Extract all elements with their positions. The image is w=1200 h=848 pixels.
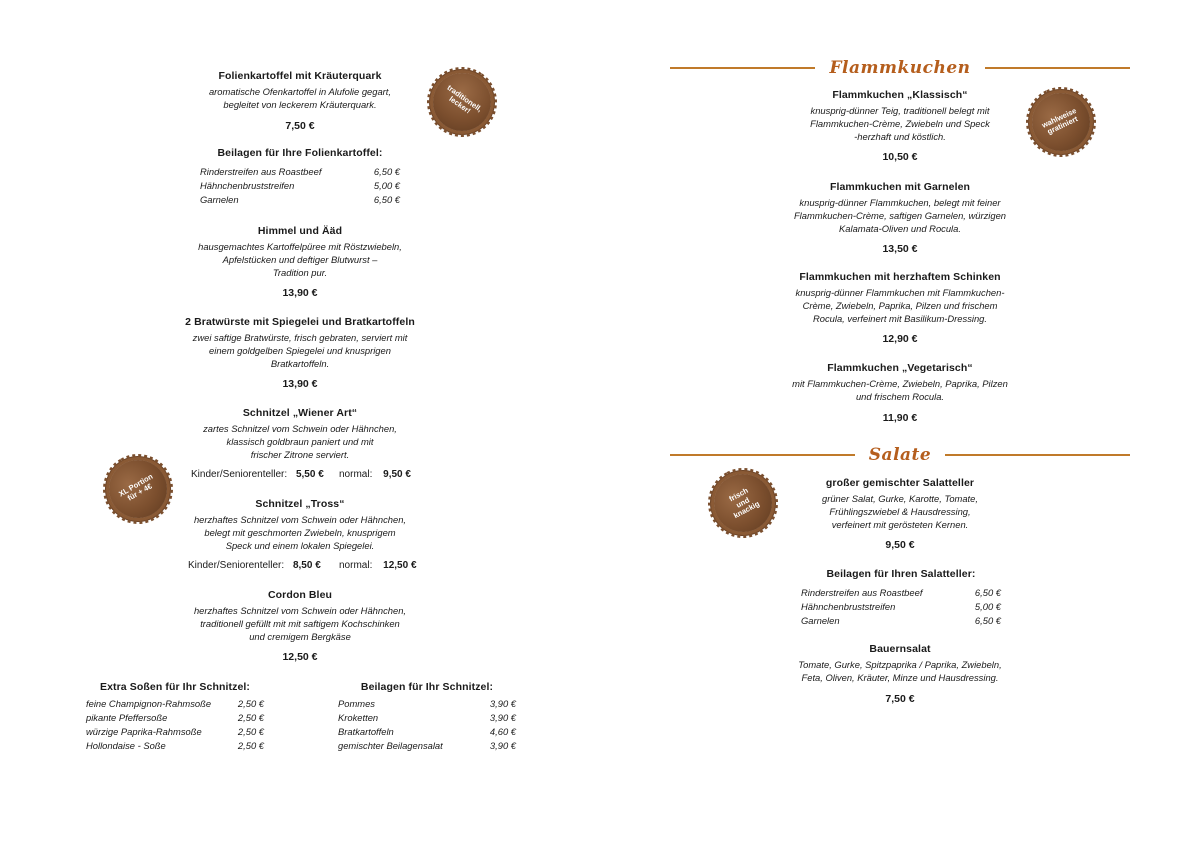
menu-item-flammkuchen-klassisch bbox=[770, 89, 1030, 163]
divider bbox=[985, 67, 1130, 69]
section-heading-salate bbox=[670, 445, 1130, 465]
list-item: Kroketten 3,90 € bbox=[338, 712, 516, 723]
item-description: zartes Schnitzel vom Schwein oder Hähnchen, klassisch goldbraun paniert und mit frischer Zitrone serviert. bbox=[203, 423, 397, 460]
menu-item-bauernsalat bbox=[770, 643, 1030, 705]
section-title: Flammkuchen bbox=[829, 58, 971, 78]
item-price: 11,90 € bbox=[882, 411, 918, 424]
menu-item-schnitzel-wiener-art bbox=[180, 407, 420, 461]
sides-list bbox=[200, 165, 400, 207]
item-price: 13,50 € bbox=[882, 243, 918, 256]
normal-price: 12,50 € bbox=[383, 560, 417, 571]
sides-list bbox=[86, 697, 264, 753]
item-title: großer gemischter Salatteller bbox=[825, 477, 975, 489]
item-title: Cordon Bleu bbox=[267, 589, 333, 601]
menu-item-bratwuerste bbox=[165, 316, 435, 390]
item-title: Himmel und Ääd bbox=[257, 225, 343, 237]
badge-text: XL Portion für + 4€ bbox=[116, 471, 155, 503]
item-price: 13,90 € bbox=[282, 378, 318, 391]
list-item: Pommes 3,90 € bbox=[338, 698, 516, 709]
list-item: gemischter Beilagensalat 3,90 € bbox=[338, 740, 516, 751]
menu-item-folienkartoffel bbox=[180, 70, 420, 132]
list-item: Hähnchenbruststreifen 5,00 € bbox=[801, 601, 1001, 612]
sides-list bbox=[801, 586, 1001, 628]
sides-title: Beilagen für Ihren Salatteller: bbox=[826, 568, 976, 580]
price-line-tross bbox=[188, 560, 321, 571]
list-item: Garnelen 6,50 € bbox=[801, 615, 1001, 626]
bottle-cap-badge-xl-portion bbox=[98, 449, 177, 528]
kids-price: 5,50 € bbox=[295, 469, 324, 480]
item-description: knusprig-dünner Teig, traditionell belegt mit Flammkuchen-Crème, Zwiebeln und Speck -herzhaft und köstlich. bbox=[810, 105, 990, 142]
item-price: 12,90 € bbox=[882, 333, 918, 346]
badge-text: frisch und knackig bbox=[727, 486, 762, 521]
menu-item-flammkuchen-vegetarisch bbox=[770, 362, 1030, 424]
price-line-wiener-normal bbox=[339, 469, 411, 480]
kids-label: Kinder/Seniorenteller: bbox=[188, 560, 285, 571]
list-item: Hollondaise - Soße 2,50 € bbox=[86, 740, 264, 751]
item-price: 9,50 € bbox=[885, 539, 915, 552]
item-title: Folienkartoffel mit Kräuterquark bbox=[218, 70, 382, 82]
item-price: 12,50 € bbox=[282, 651, 318, 664]
sides-folienkartoffel bbox=[200, 147, 400, 207]
menu-item-salatteller bbox=[770, 477, 1030, 551]
item-price: 7,50 € bbox=[285, 119, 315, 132]
list-item: Bratkartoffeln 4,60 € bbox=[338, 726, 516, 737]
item-price: 10,50 € bbox=[882, 151, 918, 164]
list-item: feine Champignon-Rahmsoße 2,50 € bbox=[86, 698, 264, 709]
normal-price: 9,50 € bbox=[383, 469, 411, 480]
price-line-tross-normal bbox=[339, 560, 417, 571]
item-description: herzhaftes Schnitzel vom Schwein oder Hähnchen, belegt mit geschmorten Zwiebeln, knusprigem Speck und einem lokalen Spiegelei. bbox=[193, 514, 407, 551]
menu-item-cordon-bleu bbox=[180, 589, 420, 663]
sides-schnitzel bbox=[338, 681, 516, 753]
item-description: knusprig-dünner Flammkuchen, belegt mit feiner Flammkuchen-Crème, saftigen Garnelen, würzigen Kalamata-Oliven und Rocula. bbox=[793, 197, 1007, 234]
item-price: 13,90 € bbox=[282, 287, 318, 300]
badge-text: traditionell, lecker! bbox=[445, 82, 484, 116]
menu-item-schnitzel-tross bbox=[180, 498, 420, 552]
item-title: Flammkuchen mit Garnelen bbox=[829, 181, 971, 193]
bottle-cap-badge-wahlweise bbox=[1022, 83, 1099, 160]
item-title: Schnitzel „Tross“ bbox=[255, 498, 345, 510]
list-item: Garnelen 6,50 € bbox=[200, 194, 400, 205]
menu-item-flammkuchen-schinken bbox=[770, 271, 1030, 345]
item-description: herzhaftes Schnitzel vom Schwein oder Hähnchen, traditionell gefüllt mit mit saftigem Kochschinken und cremigem Bergkäse bbox=[193, 605, 407, 642]
item-description: hausgemachtes Kartoffelpüree mit Röstzwiebeln, Apfelstücken und deftiger Blutwurst – Tradition pur. bbox=[198, 241, 402, 278]
sides-title: Beilagen für Ihre Folienkartoffel: bbox=[217, 147, 383, 159]
item-description: aromatische Ofenkartoffel in Alufolie gegart, begleitet von leckerem Kräuterquark. bbox=[208, 86, 392, 110]
item-title: 2 Bratwürste mit Spiegelei und Bratkartoffeln bbox=[185, 316, 415, 328]
list-item: Rinderstreifen aus Roastbeef 6,50 € bbox=[801, 587, 1001, 598]
item-description: grüner Salat, Gurke, Karotte, Tomate, Frühlingszwiebel & Hausdressing, verfeinert mit gerösteten Kernen. bbox=[822, 493, 978, 530]
section-title: Salate bbox=[868, 445, 932, 465]
divider bbox=[670, 454, 855, 456]
sides-list bbox=[338, 697, 516, 753]
menu-item-flammkuchen-garnelen bbox=[770, 181, 1030, 255]
menu-item-himmel-und-aad bbox=[180, 225, 420, 299]
list-item: Hähnchenbruststreifen 5,00 € bbox=[200, 180, 400, 191]
list-item: pikante Pfeffersoße 2,50 € bbox=[86, 712, 264, 723]
extra-sauces bbox=[86, 681, 264, 753]
item-title: Bauernsalat bbox=[869, 643, 931, 655]
badge-text: wahlweise gratiniert bbox=[1040, 105, 1080, 137]
item-description: Tomate, Gurke, Spitzpaprika / Paprika, Zwiebeln, Feta, Oliven, Kräuter, Minze und Hausdressing. bbox=[798, 659, 1002, 683]
item-title: Flammkuchen mit herzhaftem Schinken bbox=[799, 271, 1001, 283]
price-line-wiener bbox=[191, 469, 324, 480]
item-price: 7,50 € bbox=[885, 692, 915, 705]
divider bbox=[945, 454, 1130, 456]
normal-label: normal: bbox=[339, 469, 373, 480]
kids-price: 8,50 € bbox=[292, 560, 321, 571]
sides-title: Extra Soßen für Ihr Schnitzel: bbox=[99, 681, 251, 693]
list-item: würzige Paprika-Rahmsoße 2,50 € bbox=[86, 726, 264, 737]
list-item: Rinderstreifen aus Roastbeef 6,50 € bbox=[200, 166, 400, 177]
section-heading-flammkuchen bbox=[670, 58, 1130, 78]
item-description: knusprig-dünner Flammkuchen mit Flammkuchen- Crème, Zwiebeln, Paprika, Pilzen und frischem Rocula, verfeinert mit Basilikum-Dressing. bbox=[795, 287, 1005, 324]
item-title: Flammkuchen „Klassisch“ bbox=[832, 89, 968, 101]
item-title: Flammkuchen „Vegetarisch“ bbox=[827, 362, 973, 374]
item-description: mit Flammkuchen-Crème, Zwiebeln, Paprika, Pilzen und frischem Rocula. bbox=[792, 378, 1008, 402]
normal-label: normal: bbox=[339, 560, 373, 571]
bottle-cap-badge-traditionell bbox=[422, 62, 503, 143]
sides-title: Beilagen für Ihr Schnitzel: bbox=[360, 681, 494, 693]
item-title: Schnitzel „Wiener Art“ bbox=[242, 407, 358, 419]
sides-salatteller bbox=[801, 568, 1001, 628]
item-description: zwei saftige Bratwürste, frisch gebraten, serviert mit einem goldgelben Spiegelei und knusprigen Bratkartoffeln. bbox=[192, 332, 408, 369]
divider bbox=[670, 67, 815, 69]
kids-label: Kinder/Seniorenteller: bbox=[191, 469, 288, 480]
